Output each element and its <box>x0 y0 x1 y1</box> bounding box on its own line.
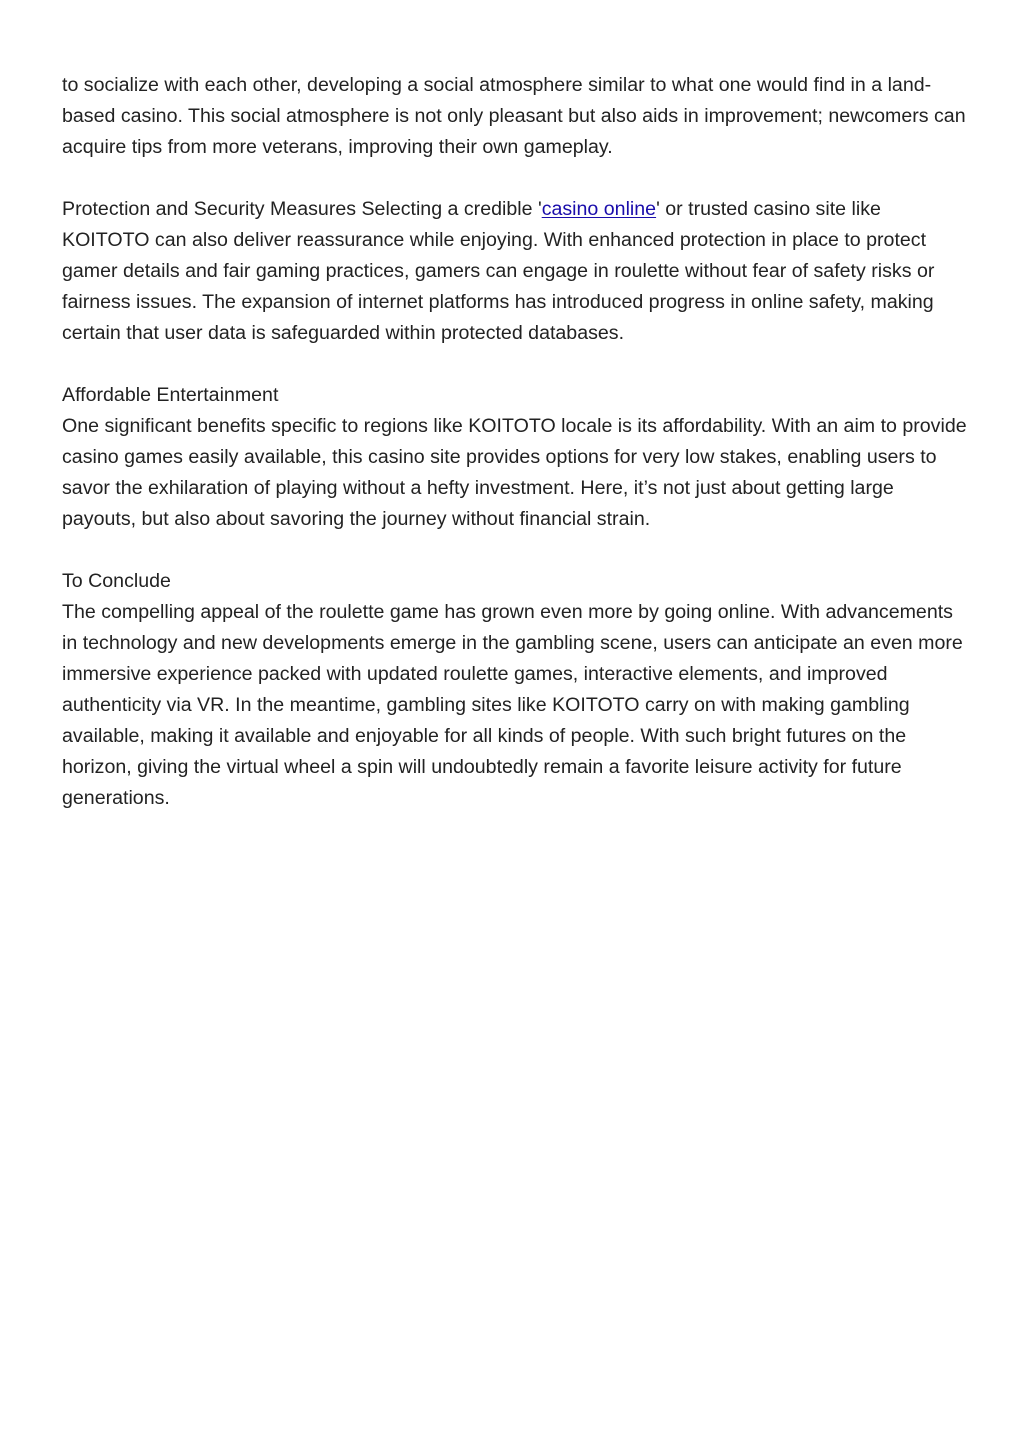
paragraph-social-atmosphere: to socialize with each other, developing a social atmosphere similar to what one would find in a land-based casino. This social atmosphere is not only pleasant but also aids in improvement; newcomers can acquire tips from more veterans, improving their own gameplay. <box>62 74 966 158</box>
protection-text-before-link: Protection and Security Measures Selecting a credible ' <box>62 198 542 220</box>
section-to-conclude <box>62 566 972 814</box>
heading-to-conclude: To Conclude <box>62 570 171 592</box>
section-affordable-entertainment <box>62 380 972 535</box>
paragraph-affordable-entertainment: One significant benefits specific to regions like KOITOTO locale is its affordability. With an aim to provide casino games easily available, this casino site provides options for very low stakes, enabling users to savor the exhilaration of playing without a hefty investment. Here, it’s not just about getting large payouts, but also about savoring the journey without financial strain. <box>62 415 967 530</box>
document-page <box>62 70 972 845</box>
paragraph-protection-security <box>62 194 972 349</box>
protection-text-after-link: ' or trusted casino site like KOITOTO can also deliver reassurance while enjoying. With enhanced protection in place to protect gamer details and fair gaming practices, gamers can engage in roulette without fear of safety risks or fairness issues. The expansion of internet platforms has introduced progress in online safety, making certain that user data is safeguarded within protected databases. <box>62 198 935 344</box>
heading-affordable-entertainment: Affordable Entertainment <box>62 384 279 406</box>
paragraph-to-conclude: The compelling appeal of the roulette game has grown even more by going online. With advancements in technology and new developments emerge in the gambling scene, users can anticipate an even more immersive experience packed with updated roulette games, interactive elements, and improved authenticity via VR. In the meantime, gambling sites like KOITOTO carry on with making gambling available, making it available and enjoyable for all kinds of people. With such bright futures on the horizon, giving the virtual wheel a spin will undoubtedly remain a favorite leisure activity for future generations. <box>62 601 963 809</box>
casino-online-link[interactable]: casino online <box>541 198 657 220</box>
